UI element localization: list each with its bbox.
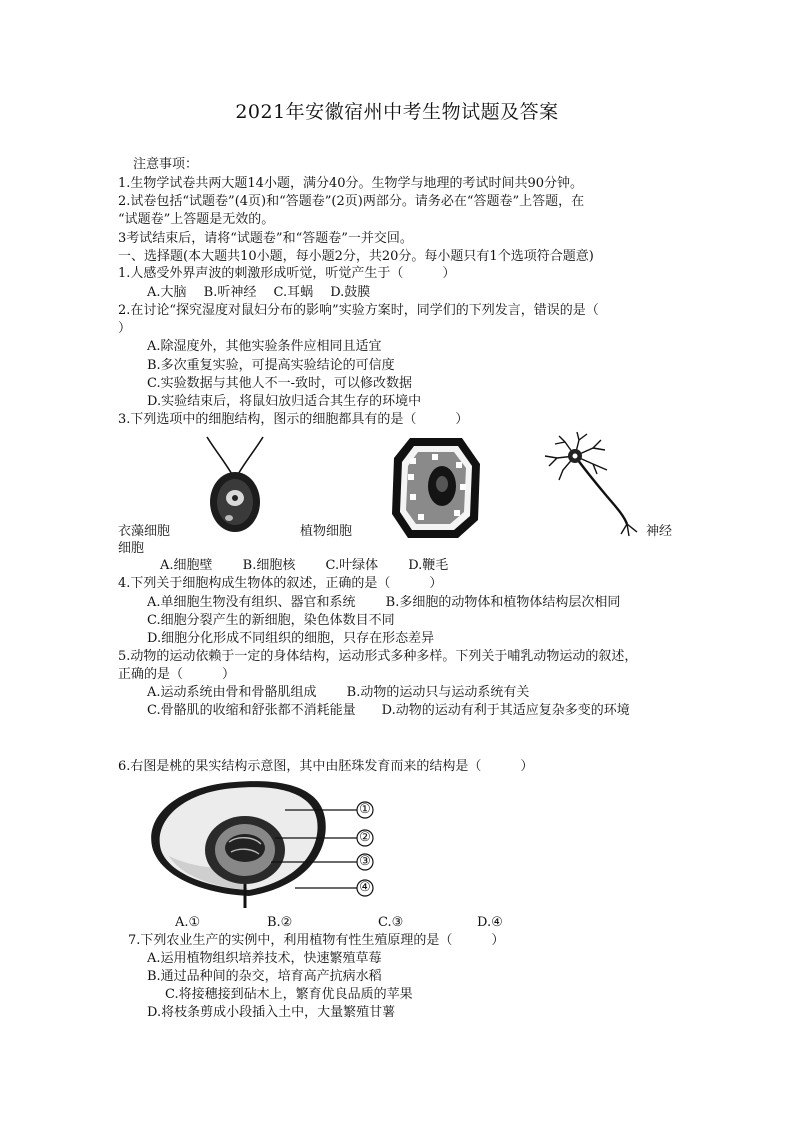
notes-header: 注意事项： — [133, 157, 199, 172]
q4-stem: 4.下列关于细胞构成生物体的叙述，正确的是（ ） — [118, 576, 443, 591]
q2-option-c: C.实验数据与其他人不一-致时，可以修改数据 — [147, 376, 413, 391]
q6-option-d: D.④ — [477, 915, 503, 930]
q7-option-d: D.将枝条剪成小段插入土中，大量繁殖甘薯 — [147, 1005, 396, 1020]
q2-stem-line-1: 2.在讨论“探究湿度对鼠妇分布的影响”实验方案时，同学们的下列发言，错误的是（ — [118, 303, 599, 318]
q5-stem-line-2: 正确的是（ ） — [118, 667, 236, 682]
q2-option-a: A.除湿度外，其他实验条件应相同且适宜 — [147, 339, 382, 354]
nerve-cell-label-part-1: 神经 — [646, 524, 673, 539]
q7-option-a: A.运用植物组织培养技术，快速繁殖草莓 — [147, 951, 382, 966]
section-1-heading: 一、选择题(本大题共10小题，每小题2分，共20分。每小题只有1个选项符合题意) — [118, 249, 594, 264]
peach-mark-2: ② — [359, 830, 371, 845]
nerve-cell-figure — [535, 430, 655, 540]
peach-fruit-figure — [145, 778, 385, 908]
q2-stem-line-2: ） — [118, 321, 132, 336]
q2-option-b: B.多次重复实验，可提高实验结论的可信度 — [147, 358, 395, 373]
q1-options: A.大脑 B.听神经 C.耳蜗 D.鼓膜 — [147, 285, 371, 300]
q2-option-d: D.实验结束后，将鼠妇放归适合其生存的环境中 — [147, 394, 422, 409]
q6-stem: 6.右图是桃的果实结构示意图，其中由胚珠发育而来的结构是（ ） — [118, 759, 534, 774]
note-2-line-1: 2.试卷包括“试题卷”(4页)和“答题卷”(2页)两部分。请务必在“答题卷”上答题，在 — [118, 194, 585, 209]
plant-cell-figure — [388, 434, 484, 542]
plant-cell-label: 植物细胞 — [300, 524, 353, 539]
q5-stem-line-1: 5.动物的运动依赖于一定的身体结构，运动形式多种多样。下列关于哺乳动物运动的叙述， — [118, 649, 638, 664]
q1-stem: 1.人感受外界声波的刺激形成听觉，听觉产生于（ ） — [118, 266, 456, 281]
q5-options-cd: C.骨骼肌的收缩和舒张都不消耗能量 D.动物的运动有利于其适应复杂多变的环境 — [147, 703, 630, 718]
peach-mark-1: ① — [359, 802, 371, 817]
note-3: 3考试结束后，请将“试题卷”和“答题卷”一并交回。 — [118, 231, 413, 246]
q7-option-c: C.将接穗接到砧木上，繁育优良品质的苹果 — [165, 987, 413, 1002]
q4-options-ab: A.单细胞生物没有组织、器官和系统 B.多细胞的动物体和植物体结构层次相同 — [147, 595, 621, 610]
q6-option-c: C.③ — [378, 915, 404, 930]
algae-cell-figure — [195, 432, 275, 532]
q4-option-d: D.细胞分化形成不同组织的细胞，只存在形态差异 — [147, 631, 435, 646]
q6-option-b: B.② — [267, 915, 293, 930]
note-2-line-2: “试题卷”上答题是无效的。 — [118, 212, 275, 227]
q4-option-c: C.细胞分裂产生的新细胞，染色体数目不同 — [147, 613, 395, 628]
q6-option-a: A.① — [175, 915, 201, 930]
nerve-cell-label-part-2: 细胞 — [118, 541, 145, 556]
peach-mark-3: ③ — [359, 854, 371, 869]
q5-options-ab: A.运动系统由骨和骨骼肌组成 B.动物的运动只与运动系统有关 — [147, 685, 530, 700]
note-1: 1.生物学试卷共两大题14小题，满分40分。生物学与地理的考试时间共90分钟。 — [118, 176, 584, 191]
q7-option-b: B.通过品种间的杂交，培育高产抗病水稻 — [147, 969, 382, 984]
page-title: 2021年安徽宿州中考生物试题及答案 — [235, 101, 559, 123]
peach-mark-4: ④ — [359, 880, 371, 895]
q7-stem: 7.下列农业生产的实例中，利用植物有性生殖原理的是（ ） — [128, 933, 505, 948]
q3-stem: 3.下列选项中的细胞结构，图示的细胞都具有的是（ ） — [118, 412, 469, 427]
q3-options: A.细胞壁 B.细胞核 C.叶绿体 D.鞭毛 — [160, 558, 449, 573]
algae-cell-label: 衣藻细胞 — [118, 524, 171, 539]
